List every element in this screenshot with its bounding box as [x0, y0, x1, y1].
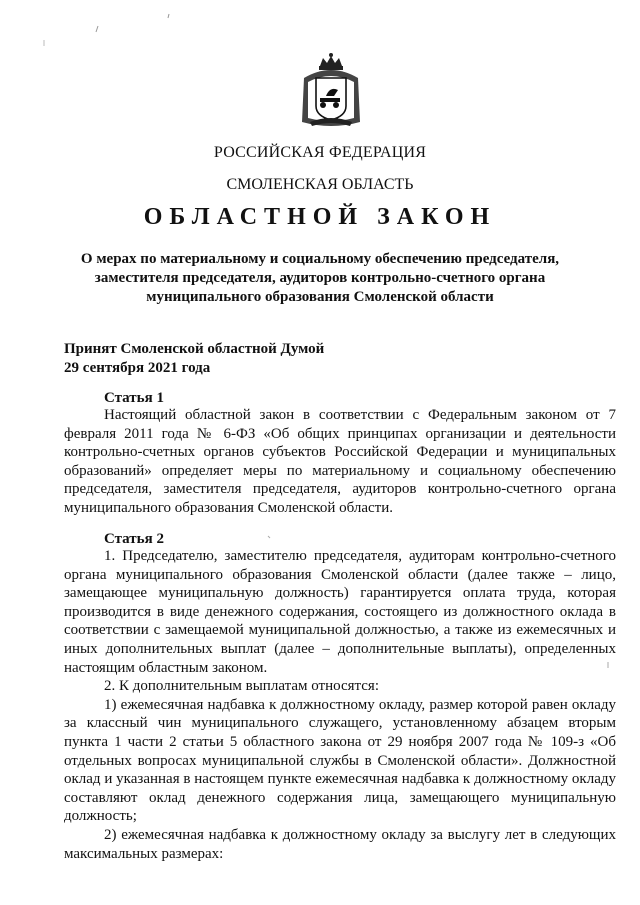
smolensk-coat-of-arms-icon [296, 52, 366, 130]
article-2-body [64, 547, 616, 863]
article-2-paragraph: 2. К дополнительным выплатам относятся: [104, 678, 380, 695]
article-1-paragraph: Настоящий областной закон в соответствии с Федеральным законом от 7 февраля 2011 года № 6-ФЗ «Об общих принципах организации и деятельности контрольно-счетных органов субъектов Российской Федерации и муниципальных образований» определяет меры по материальному и социальному обеспечению председателя, заместителя председателя, аудиторов контрольно-счетного органа муниципального образования Смоленской области. [64, 407, 616, 516]
document-type: ОБЛАСТНОЙ ЗАКОН [143, 204, 497, 230]
adopted-by: Принят Смоленской областной Думой [64, 341, 325, 357]
article-1-title: Статья 1 [104, 390, 164, 406]
adoption-info [64, 340, 324, 378]
article-2-title: Статья 2 [104, 531, 164, 547]
law-title: О мерах по материальному и социальному обеспечению председателя, заместителя председателя, аудиторов контрольно-счетного органа муниципального образования Смоленской области [80, 251, 560, 305]
article-2-paragraph: 1) ежемесячная надбавка к должностному окладу, размер которой равен окладу за классный чин муниципального служащего, установленному абзацем вторым пункта 1 части 2 статьи 5 областного закона от 29 ноября 2007 года № 109-з «Об отдельных вопросах муниципальной службы в Смоленской области». Должностной оклад и указанная в настоящем пункте ежемесячная надбавка к должностному окладу составляют оклад денежного содержания лица, замещающего муниципальную должность; [64, 696, 616, 825]
article-1-body [64, 406, 616, 518]
article-2-paragraph: 2) ежемесячная надбавка к должностному окладу за выслугу лет в следующих максимальных размерах: [64, 826, 616, 862]
adoption-date: 29 сентября 2021 года [64, 360, 211, 376]
country-name: РОССИЙСКАЯ ФЕДЕРАЦИЯ [213, 144, 427, 161]
article-2-paragraph: 1. Председателю, заместителю председателя, аудиторам контрольно-счетного органа муниципального образования Смоленской области (далее также – лицо, замещающее муниципальную должность) гарантируется оплата труда, которая производится в виде денежного содержания, состоящего из должностного оклада в соответствии с замещаемой муниципальной должностью, а также из ежемесячных и иных дополнительных выплат (далее – дополнительные выплаты), определенных настоящим областным законом. [64, 548, 616, 676]
region-name: СМОЛЕНСКАЯ ОБЛАСТЬ [226, 176, 414, 193]
